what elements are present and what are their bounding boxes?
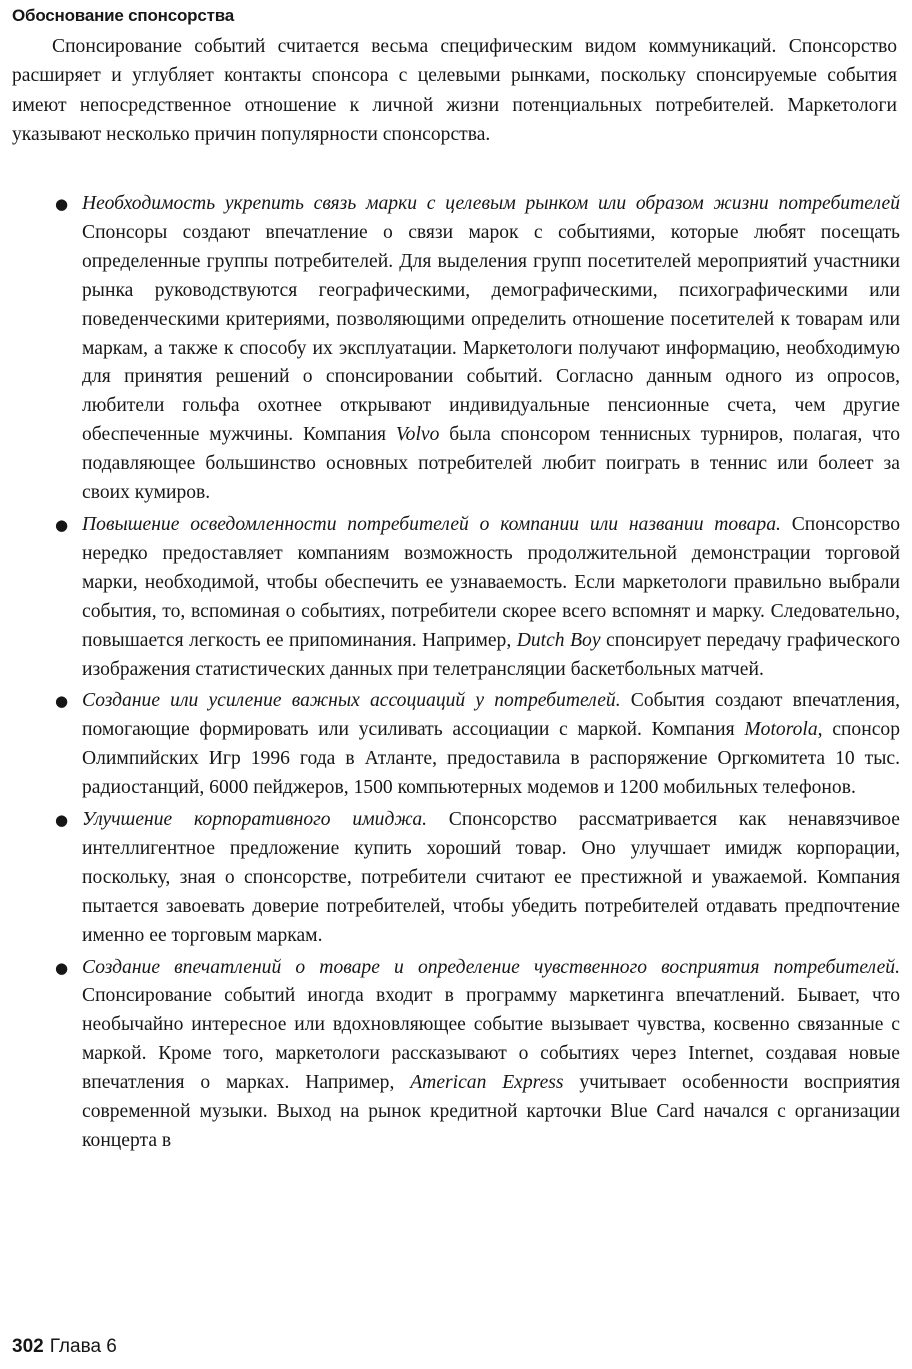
page-footer [12, 1335, 117, 1359]
reason-lead: Повышение осведомленности потребителей о компании или названии товара. [82, 513, 781, 535]
reason-text-cont: была спонсором теннисных турниров, полагая, что подавляющее большинство основных потребителей любит поиграть в теннис или болеет за своих кумиров. [82, 424, 900, 504]
reason-item-corporate-image [55, 806, 900, 951]
brand-name: Volvo [395, 424, 440, 446]
reason-item-target-market [55, 190, 900, 508]
reason-item-experiences [55, 954, 900, 1156]
bullet-icon: ● [55, 811, 69, 830]
reason-lead: Создание впечатлений о товаре и определение чувственного восприятия потребителей. [82, 956, 900, 978]
bullet-icon: ● [55, 195, 69, 213]
brand-name: American Express [410, 1072, 564, 1094]
intro-paragraph: Спонсирование событий считается весьма специфическим видом коммуникаций. Спонсорство расширяет и углубляет контакты спонсора с целевыми рынками, поскольку спонсируемые события имеют непосредственное отношение к личной жизни потенциальных потребителей. Маркетологи указывают несколько причин популярности спонсорства. [12, 36, 897, 146]
bullet-icon: ● [55, 692, 69, 711]
reason-item-associations [55, 687, 900, 803]
reasons-list [55, 190, 900, 1159]
reason-item-awareness [55, 511, 900, 684]
page-number: 302 [12, 1336, 44, 1357]
brand-name: Motorola [744, 719, 818, 741]
reason-text: События создают впечатления, помогающие формировать или усиливать ассоциации с маркой. Компания [82, 690, 900, 741]
reason-text-cont: спонсирует передачу графического изображения статистических данных при телетрансляции баскетбольных матчей. [82, 629, 900, 680]
chapter-label: Глава 6 [49, 1336, 117, 1357]
brand-name: Dutch Boy [516, 629, 601, 651]
reason-text: Спонсоры создают впечатление о связи марок с событиями, которые любят посещать определенные группы потребителей. Для выделения групп посетителей мероприятий участники рынка руководствуются географическими, демографическими, психографическими или поведенческими критериями, позволяющими определить отношение посетителей к товарам или маркам, а также к способу их эксплуатации. Маркетологи получают информацию, необходимую для принятия решений о спонсировании событий. Согласно данным одного из опросов, любители гольфа охотнее открывают индивидуальные пенсионные счета, чем другие обеспеченные мужчины. Компания [82, 221, 900, 446]
reason-text: Спонсирование событий иногда входит в программу маркетинга впечатлений. Бывает, что необычайно интересное или вдохновляющее событие вызывает чувства, косвенно связанные с маркой. Кроме того, маркетологи рассказывают о событиях через Internet, создавая новые впечатления о марках. Например, [82, 985, 900, 1094]
reason-text: Спонсорство рассматривается как ненавязчивое интеллигентное предложение купить хороший товар. Оно улучшает имидж корпорации, поскольку, зная о спонсорстве, потребители считают ее престижной и уважаемой. Компания пытается завоевать доверие потребителей, чтобы убедить потребителей отдавать предпочтение именно ее торговым маркам. [82, 809, 900, 946]
reason-lead: Необходимость укрепить связь марки с целевым рынком или образом жизни потребителей [82, 193, 900, 214]
bullet-icon: ● [55, 515, 69, 534]
bullet-icon: ● [55, 958, 69, 977]
section-heading: Обоснование спонсорства [12, 6, 235, 25]
reason-text: Спонсорство нередко предоставляет компаниям возможность продолжительной демонстрации торговой марки, необходимой, чтобы обеспечить ее узнаваемость. Если маркетологи правильно выбрали события, то, вспоминая о событиях, потребители скорее всего вспомнят и марку. Следовательно, повышается легкость ее припоминания. Например, [82, 513, 901, 651]
reason-text-cont: , спонсор Олимпийских Игр 1996 года в Атланте, предоставила в распоряжение Оргкомитета 10 тыс. радиостанций, 6000 пейджеров, 1500 компьютерных модемов и 1200 мобильных телефонов. [82, 719, 901, 799]
reason-lead: Создание или усиление важных ассоциаций у потребителей. [82, 690, 621, 712]
reason-lead: Улучшение корпоративного имиджа. [82, 809, 428, 831]
reason-text-cont: учитывает особенности восприятия современной музыки. Выход на рынок кредитной карточки Blue Card начался с организации концерта в [82, 1072, 900, 1151]
